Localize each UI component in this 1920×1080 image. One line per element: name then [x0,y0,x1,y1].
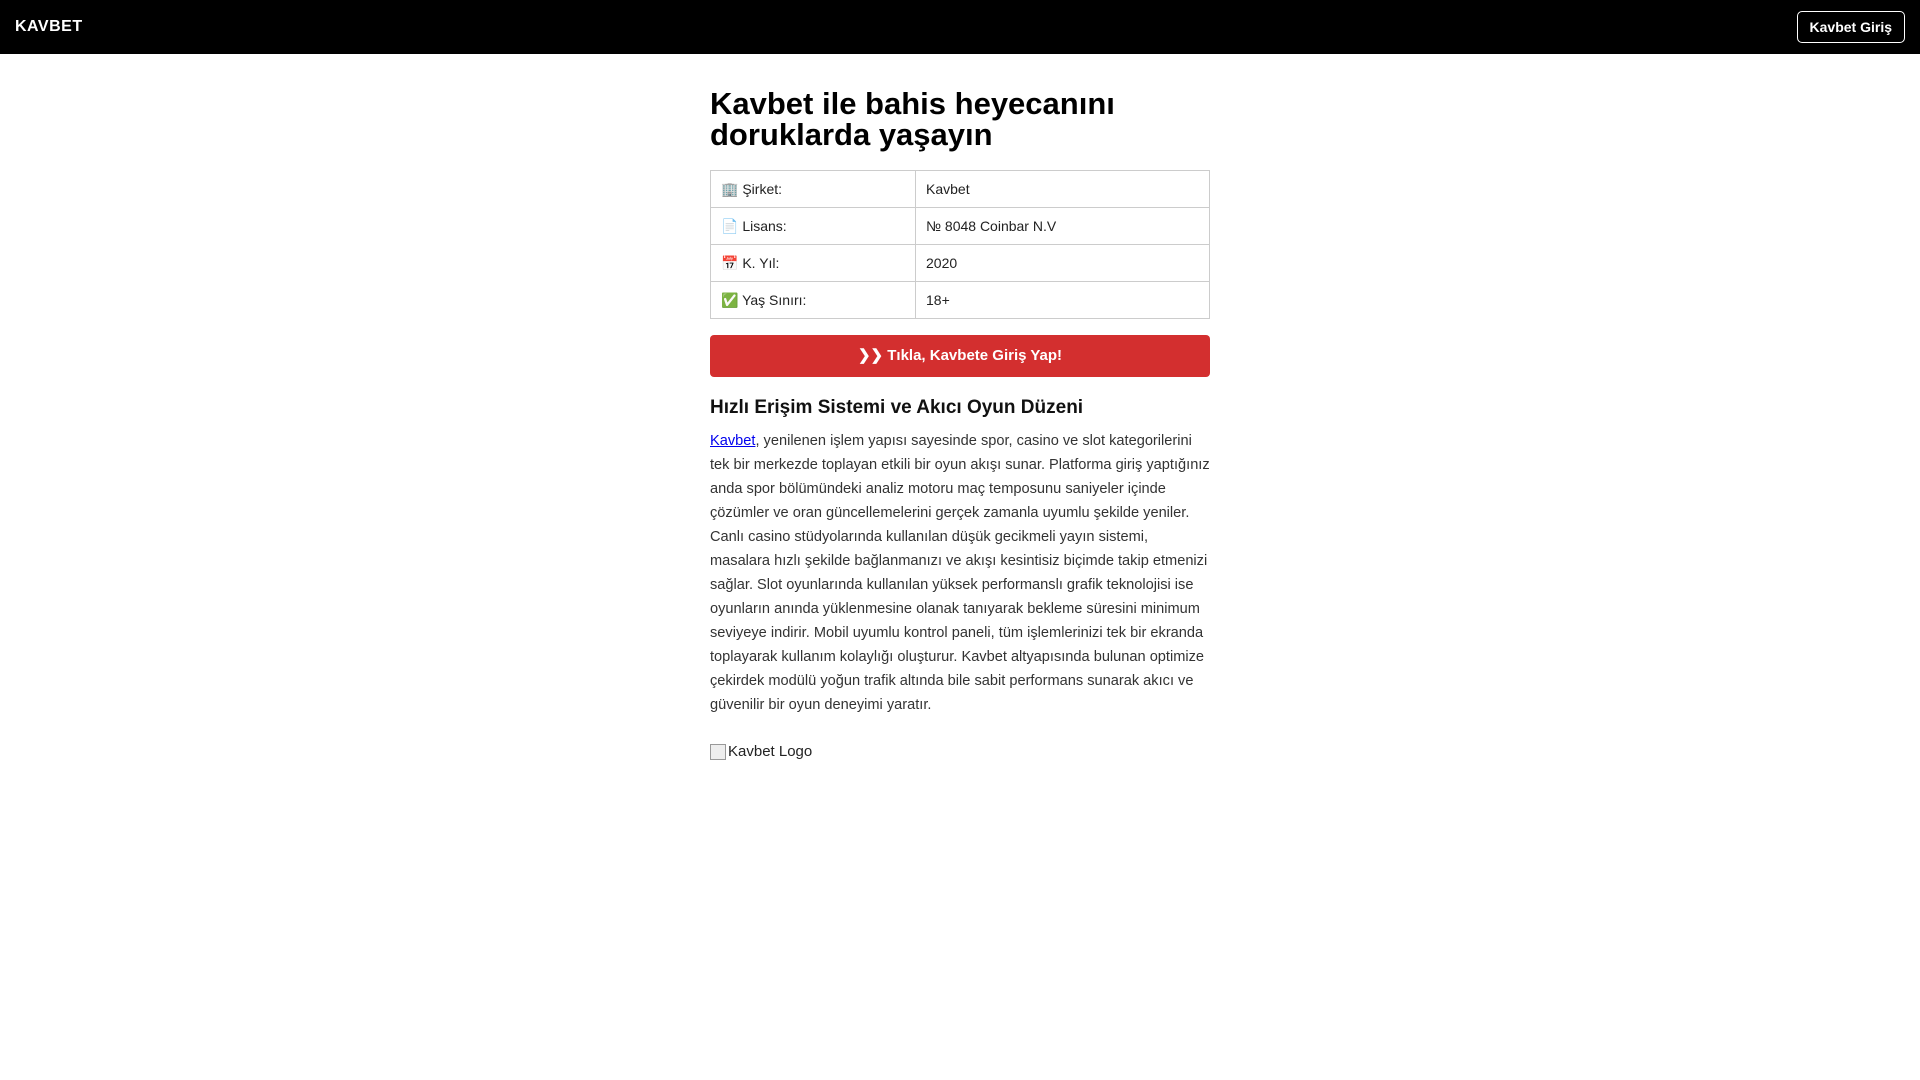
table-row [711,245,1210,282]
calendar-icon: 📅 [721,254,739,271]
login-button[interactable]: Kavbet Giriş [1797,11,1905,43]
kavbet-link[interactable]: Kavbet [710,433,756,449]
row-value: 2020 [916,245,1210,282]
section-title: Hızlı Erişim Sistemi ve Akıcı Oyun Düzeni [710,397,1084,418]
table-row [711,208,1210,245]
info-table [710,170,1210,319]
cta-login-button[interactable]: ❯❯ Tıkla, Kavbete Giriş Yap! [710,335,1210,377]
table-row [711,171,1210,208]
row-label: Yaş Sınırı: [742,291,807,308]
building-icon: 🏢 [721,180,739,197]
row-label: Şirket: [742,180,783,197]
body-paragraph: Kavbet, yenilenen işlem yapısı sayesinde spor, casino ve slot kategorilerini tek bir merkezde toplayan etkili bir oyun akışı sunar. Platforma giriş yaptığınız anda spor bölümündeki analiz motoru maç temposunu saniyeler içinde çözümler ve oran güncellemelerini gerçek zamanla uyumlu şekilde yeniler. Canlı casino stüdyolarında kullanılan düşük gecikmeli yayın sistemi, masalara hızlı şekilde bağlanmanızı ve akışı kesintisiz biçimde takip etmenizi sağlar. Slot oyunlarında kullanılan yüksek performanslı grafik teknolojisi ise oyunların anında yüklenmesine olanak tanıyarak bekleme süresini minimum seviyeye indirir. Mobil uyumlu kontrol paneli, tüm işlemlerinizi tek bir ekranda toplayarak kullanım kolaylığı oluşturur. Kavbet altyapısında bulunan optimize çekirdek modülü yoğun trafik altında bile sabit performans sunarak akıcı ve güvenilir bir oyun deneyimi yaratır. [710,433,1210,713]
row-value: № 8048 Coinbar N.V [916,208,1210,245]
row-label: K. Yıl: [742,254,780,271]
row-value: 18+ [916,282,1210,319]
main-content [710,54,1210,760]
row-value: Kavbet [916,171,1210,208]
brand-logo[interactable]: KAVBET [15,18,83,35]
broken-image-icon [710,744,726,760]
top-nav [0,0,1920,54]
table-row [711,282,1210,319]
document-icon: 📄 [721,217,739,234]
logo-image [710,743,1210,760]
page-title: Kavbet ile bahis heyecanını doruklarda yaşayın [710,86,1115,152]
check-icon: ✅ [721,291,739,308]
image-alt-text: Kavbet Logo [728,743,813,760]
row-label: Lisans: [742,217,787,234]
